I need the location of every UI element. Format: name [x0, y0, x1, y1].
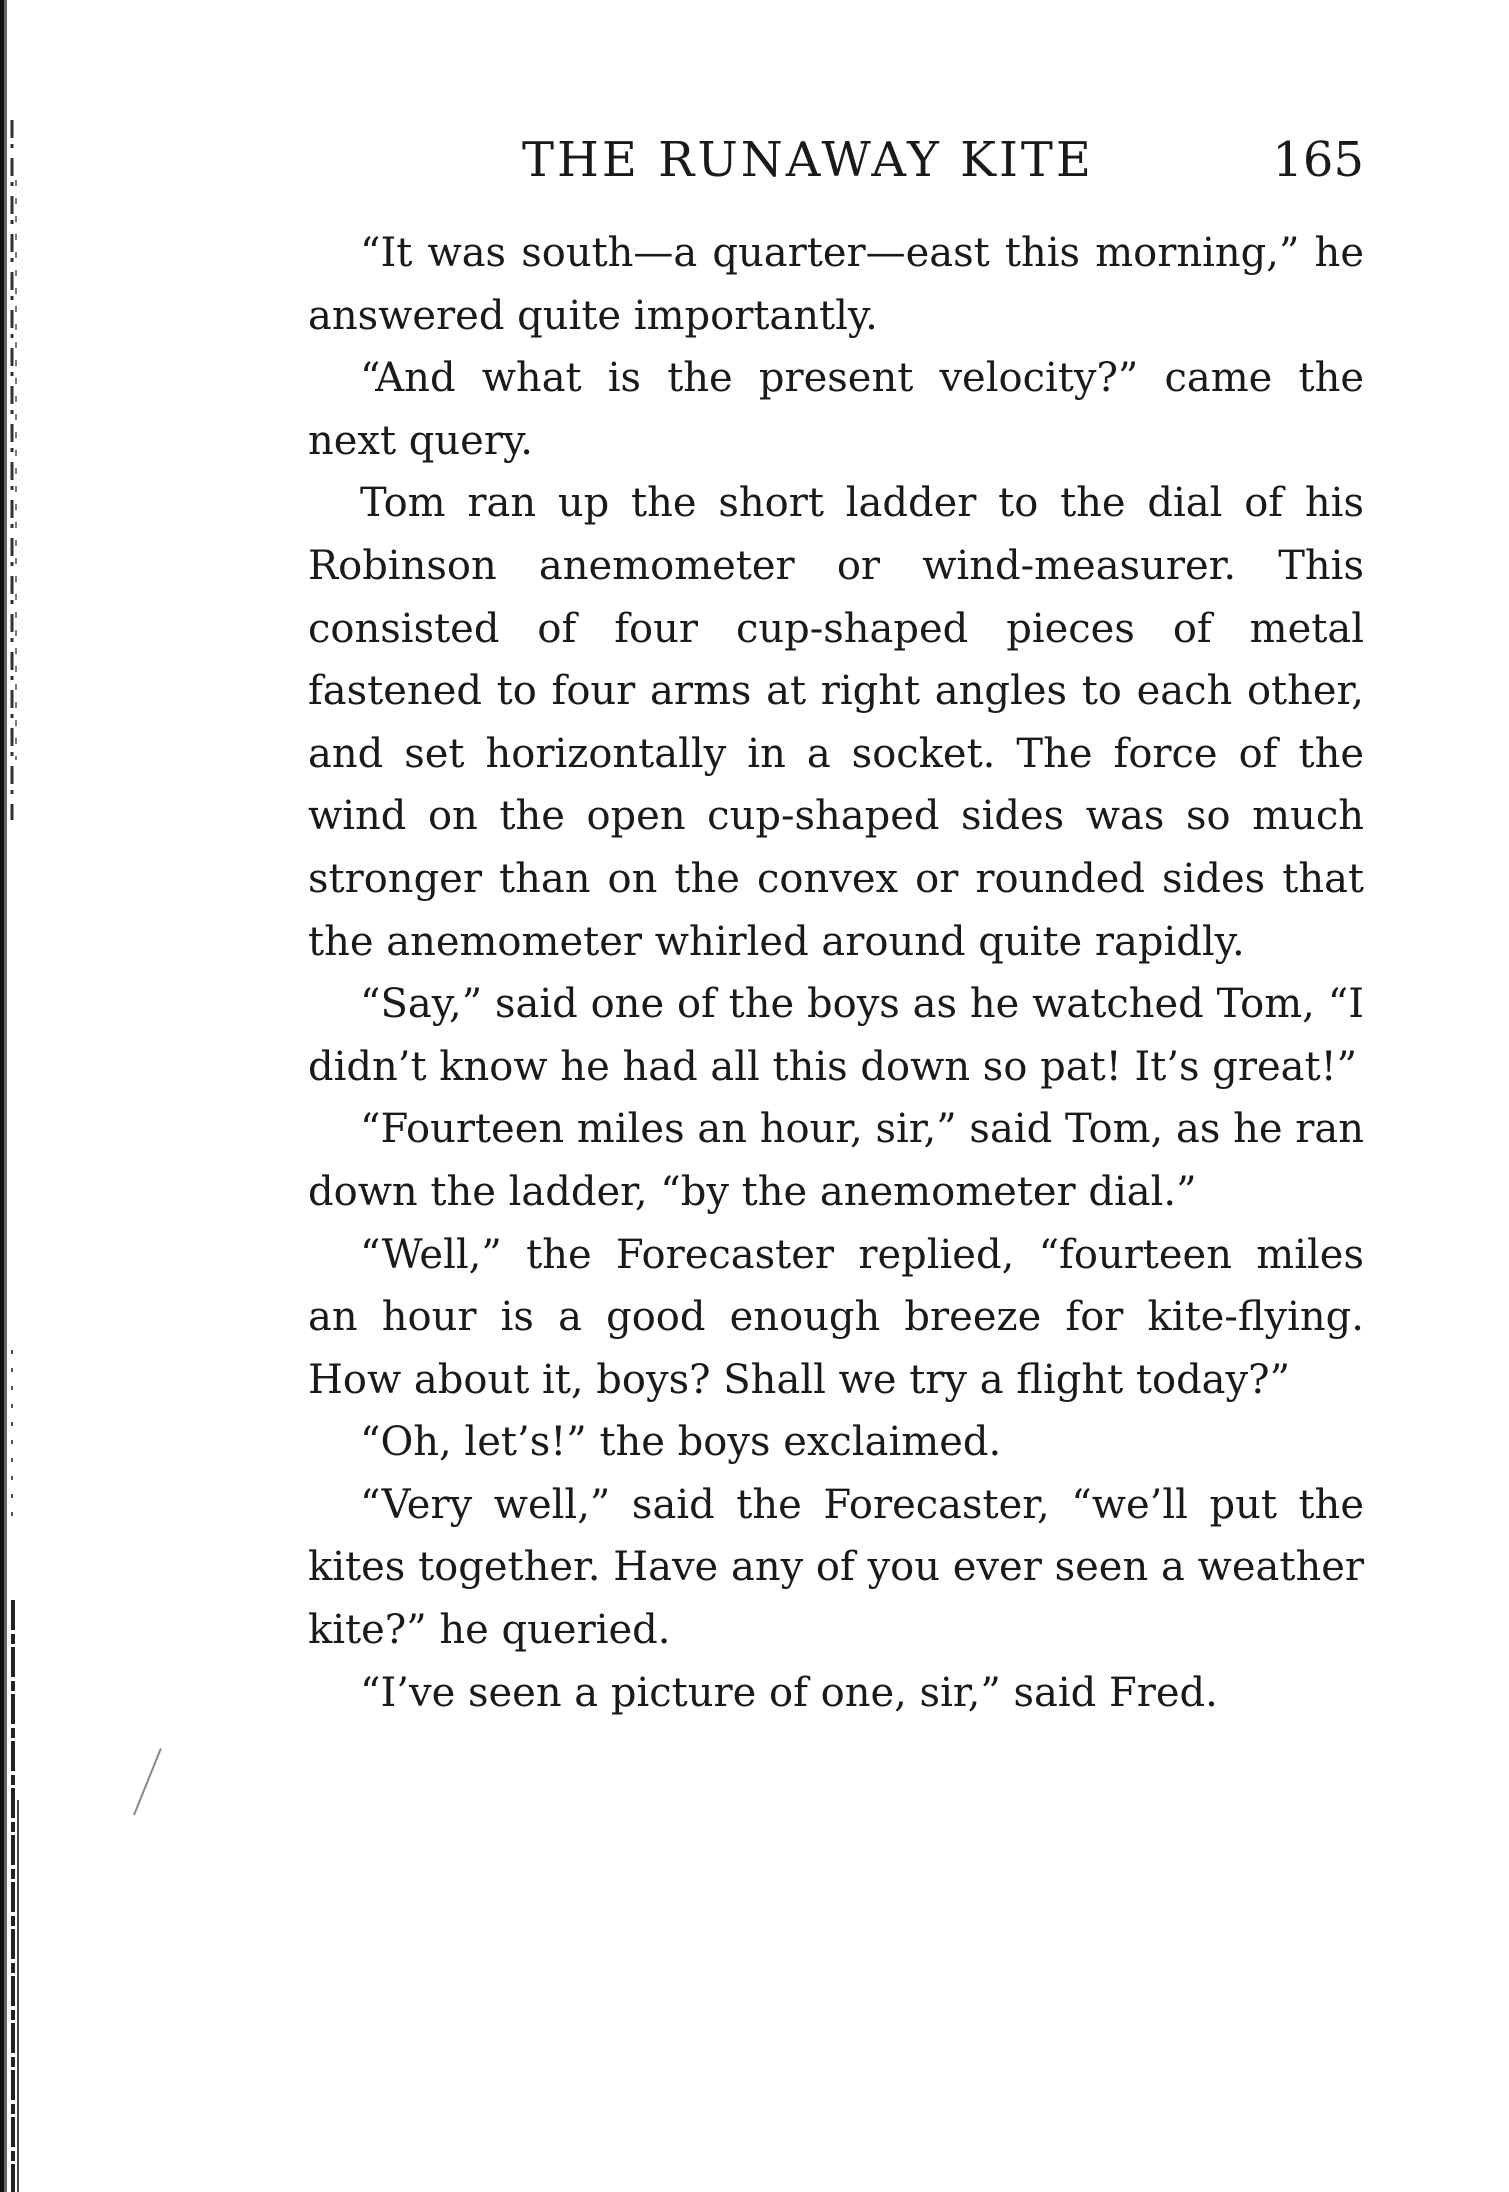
running-head: [308, 130, 1364, 210]
paragraph: “Say,” said one of the boys as he watched Tom, “I didn’t know he had all this down so pat! It’s great!”: [308, 981, 1364, 1090]
stray-pencil-mark: [133, 1748, 162, 1816]
book-page: [308, 130, 1364, 1724]
paragraph: “It was south—a quarter—east this morning,” he answered quite importantly.: [308, 230, 1364, 339]
running-title: THE RUNAWAY KITE: [522, 132, 1094, 188]
paragraph: “Oh, let’s!” the boys exclaimed.: [360, 1419, 1002, 1466]
paragraph: “Very well,” said the Forecaster, “we’ll put the kites together. Have any of you ever seen a weather kite?” he queried.: [308, 1481, 1364, 1654]
paragraph: “Fourteen miles an hour, sir,” said Tom, as he ran down the ladder, “by the anemometer dial.”: [308, 1106, 1364, 1215]
paragraph: Tom ran up the short ladder to the dial of his Robinson anemometer or wind-measurer. This consisted of four cup-shaped pieces of metal fastened to four arms at right angles to each other, and set horizontally in a socket. The force of the wind on the open cup-shaped sides was so much stronger than on the convex or rounded sides that the anemometer whirled around quite rapidly.: [308, 480, 1364, 965]
paragraph: “And what is the present velocity?” came the next query.: [308, 355, 1364, 464]
binding-edge-shadow: [0, 0, 40, 2192]
paragraph: “I’ve seen a picture of one, sir,” said Fred.: [360, 1669, 1218, 1716]
page-number: 165: [1272, 132, 1364, 188]
body-text: [308, 222, 1364, 1724]
paragraph: “Well,” the Forecaster replied, “fourteen miles an hour is a good enough breeze for kite-flying. How about it, boys? Shall we try a flight today?”: [308, 1231, 1364, 1403]
